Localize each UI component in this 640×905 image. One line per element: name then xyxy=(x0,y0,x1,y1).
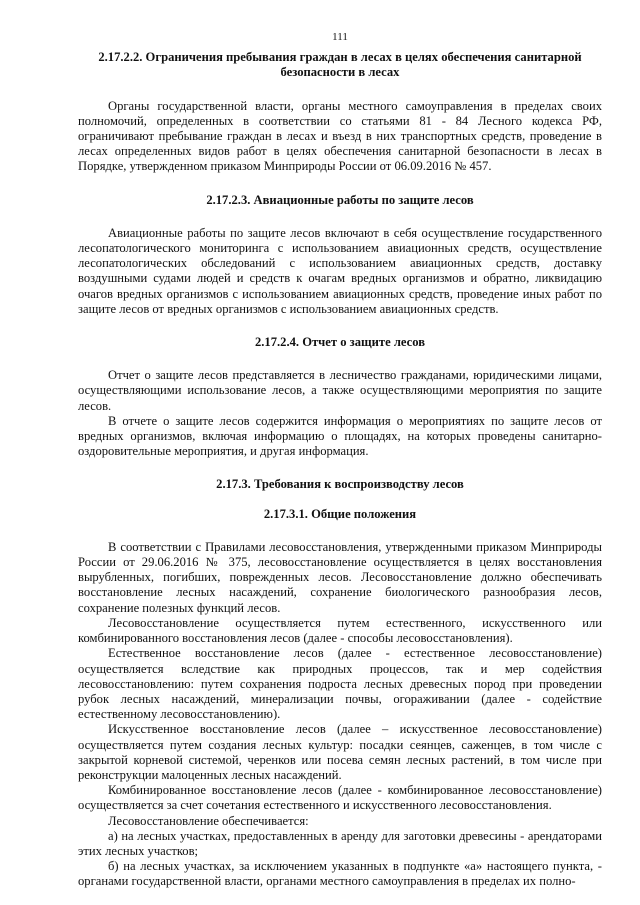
paragraph: Естественное восстановление лесов (далее - естественное лесовосстановление) осуществляется вследствие как природных процессов, так и мер содействия лесовосстановлению: путем сохранения подроста лесных древесных пород при проведении рубок лесных насаждений, минерализации почвы, огораживании (далее - содействие естественному лесовосстановлению). xyxy=(78,646,602,722)
paragraph: Комбинированное восстановление лесов (далее - комбинированное лесовосстановление) осуществляется за счет сочетания естественного и искусственного лесовосстановления. xyxy=(78,783,602,813)
paragraph: Авиационные работы по защите лесов включают в себя осуществление государственного лесопатологического мониторинга с использованием авиационных средств, осуществление лесопатологических обследований с использованием авиационных средств, доставку воздушными судами людей и средств к очагам вредных организмов и обратно, ликвидацию очагов вредных организмов с использованием авиационных средств, проведение иных работ по защите лесов от вредных организмов с использованием авиационных средств. xyxy=(78,225,602,316)
paragraph: В соответствии с Правилами лесовосстановления, утвержденными приказом Минприроды России от 29.06.2016 № 375, лесовосстановление осуществляется в целях восстановления вырубленных, погибших, поврежденных лесов. Лесовосстановление должно обеспечивать восстановление лесных насаждений, сохранение биологического разнообразия лесов, сохранение полезных функций лесов. xyxy=(78,539,602,615)
paragraph: Органы государственной власти, органы местного самоуправления в пределах своих полномочий, определенных в соответствии со статьями 81 - 84 Лесного кодекса РФ, ограничивают пребывание граждан в лесах и въезд в них транспортных средств, проведение в лесах определенных видов работ в целях обеспечения санитарной безопасности в лесах в Порядке, утвержденном приказом Минприроды России от 06.09.2016 № 457. xyxy=(78,98,602,174)
paragraph: В отчете о защите лесов содержится информация о мероприятиях по защите лесов от вредных организмов, включая информацию о площадях, на которых проведены санитарно-оздоровительные мероприятия, и другая информация. xyxy=(78,413,602,459)
page-number: 111 xyxy=(332,31,348,43)
section-heading-sanitary-restrictions: 2.17.2.2. Ограничения пребывания граждан в лесах в целях обеспечения санитарной безопасности в лесах xyxy=(98,50,582,80)
paragraph: Лесовосстановление осуществляется путем естественного, искусственного или комбинированного восстановления лесов (далее - способы лесовосстановления). xyxy=(78,615,602,646)
list-item: а) на лесных участках, предоставленных в аренду для заготовки древесины - арендаторами этих лесных участков; xyxy=(78,828,602,858)
paragraph: Отчет о защите лесов представляется в лесничество гражданами, юридическими лицами, осуществляющими использование лесов, а также осуществляющими мероприятия по защите лесов. xyxy=(78,368,602,413)
section-heading-reproduction-requirements: 2.17.3. Требования к воспроизводству лесов xyxy=(216,477,464,492)
paragraph: Искусственное восстановление лесов (далее – искусственное лесовосстановление) осуществляется путем создания лесных культур: посадки сеянцев, саженцев, в том числе с закрытой корневой системой, черенков или посева семян лесных растений, в том числе при реконструкции малоценных лесных насаждений. xyxy=(78,722,602,782)
paragraph: Лесовосстановление обеспечивается: xyxy=(108,813,309,828)
document-page xyxy=(78,30,602,890)
section-heading-general-provisions: 2.17.3.1. Общие положения xyxy=(263,506,417,521)
list-item: б) на лесных участках, за исключением указанных в подпункте «а» настоящего пункта, - органами государственной власти, органами местного самоуправления в пределах их полно- xyxy=(78,859,602,889)
section-heading-protection-report: 2.17.2.4. Отчет о защите лесов xyxy=(254,335,426,350)
section-heading-aviation-works: 2.17.2.3. Авиационные работы по защите лесов xyxy=(206,192,474,207)
